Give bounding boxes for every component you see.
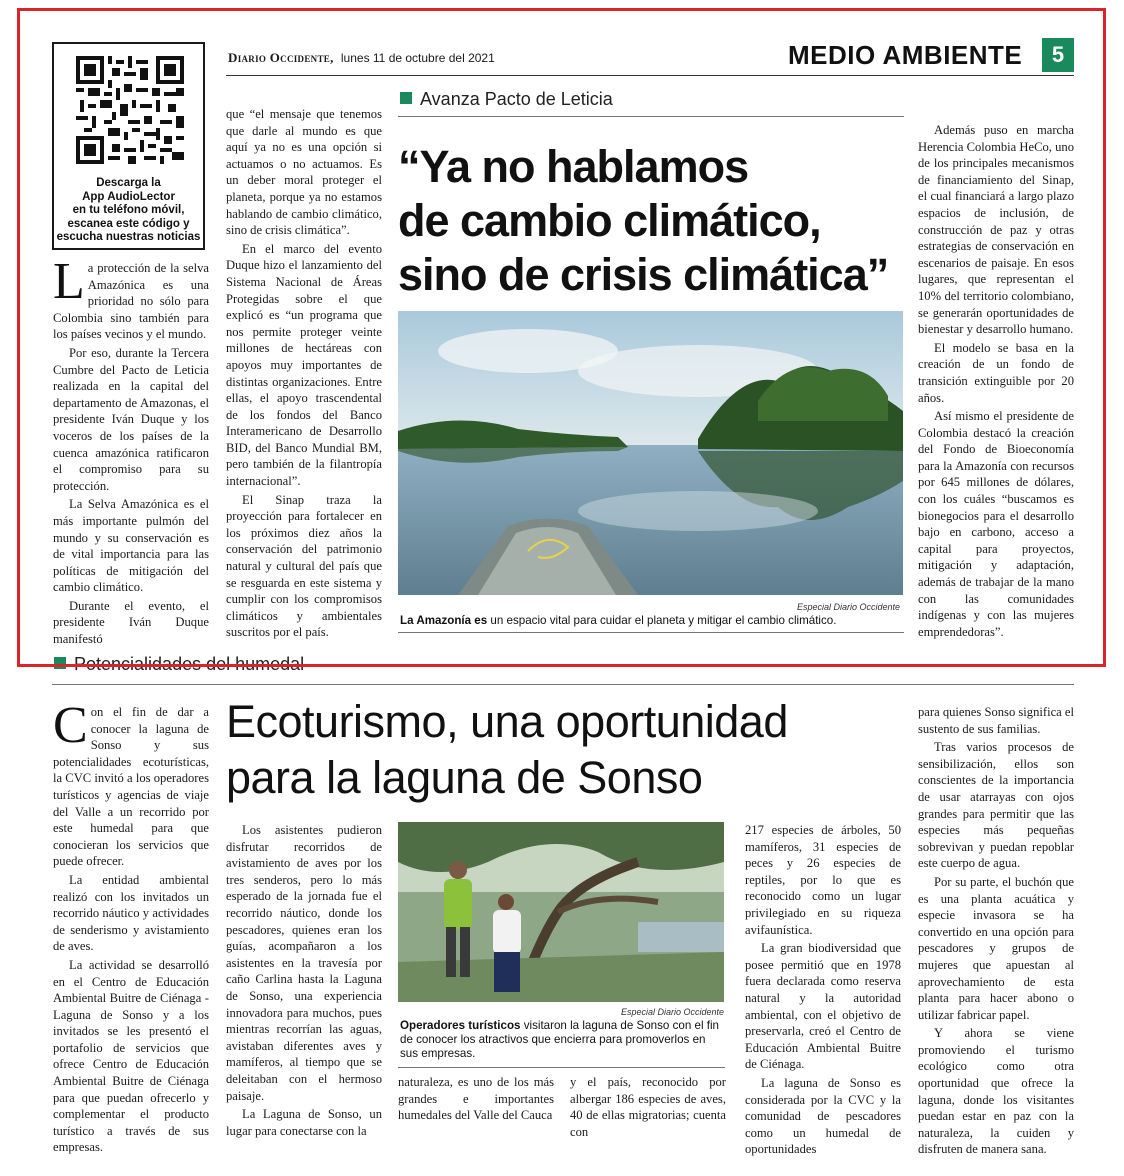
paragraph: 217 especies de árboles, 50 mamíferos, 31 especies de peces y 26 especies de reptiles, por lo que es reconocido como un lugar privilegiado en su riqueza avifaunística.	[745, 823, 901, 937]
amazon-river-image	[398, 311, 903, 595]
article2-kicker-text: Potencialidades del humedal	[74, 654, 305, 674]
article1-headline	[398, 140, 918, 302]
birdwatchers-photo	[398, 822, 724, 1002]
caption-lead: Operadores turísticos	[400, 1019, 521, 1032]
headline-line: para la laguna de Sonso	[226, 752, 703, 803]
caption-rule	[398, 632, 904, 633]
article2-kicker	[54, 654, 304, 675]
article1-photo-credit: Especial Diario Occidente	[796, 602, 900, 612]
paragraph: La gran biodiversidad que posee permitió que en 1978 fuera declarada como reserva natural y la autoridad ambiental, con el objetivo de preservarla, creó el Centro de Educación Ambiental Buitre de Ciénaga.	[745, 941, 901, 1072]
paragraph: El modelo se basa en la creación de un fondo de transición extinguible por 20 años.	[918, 340, 1074, 405]
amazon-river-photo	[398, 311, 903, 595]
paragraph: La Laguna de Sonso, un lugar para conectarse con la	[226, 1107, 382, 1138]
paragraph: La actividad se desarrolló en el Centro de Educación Ambiental Buitre de Ciénaga - Laguna de Sonso y a los invitados se les presentó el portafolio de servicios que ofrece Centro de Educación Ambiental Buitre de Ciénaga para que puedan ofrecerlo y complementar el producto turístico a través de sus empresas.	[53, 957, 209, 1155]
headline-line: sino de crisis climática”	[398, 249, 889, 300]
paragraph: que “el mensaje que tenemos que darle al mundo es que aquí ya no es una opción si actuamos o no actuamos. Es un deber moral proteger el planeta, porque ya no estamos hablando de cambio climático, sino de crisis climática”.	[226, 107, 382, 238]
article2-headline	[226, 694, 916, 806]
qr-promo-box[interactable]	[52, 42, 205, 250]
dropcap: L	[53, 253, 85, 310]
dropcap: C	[53, 697, 88, 754]
article2-column-6	[918, 704, 1074, 1160]
paragraph: La Selva Amazónica es el más importante pulmón del mundo y su conservación es de vital importancia para las políticas de mitigación del cambio climático.	[53, 497, 209, 595]
caption-lead: La Amazonía es	[400, 614, 488, 627]
qr-caption-line: en tu teléfono móvil,	[72, 204, 185, 216]
paragraph: Por eso, durante la Tercera Cumbre del Pacto de Leticia realizada en la capital del departamento de Amazonas, el presidente Iván Duque y los voceros de los países de la cuenca amazónica ratificaron el compromiso para su protección.	[53, 345, 209, 493]
qr-code-icon[interactable]	[76, 56, 184, 164]
green-square-icon	[400, 92, 412, 104]
article2-photo-credit: Especial Diario Occidente	[620, 1007, 724, 1017]
qr-caption-line: Descarga la	[96, 177, 161, 189]
qr-caption-line: escanea este código y	[67, 217, 190, 230]
caption-text: visitaron la laguna de Sonso con el fin de conocer los atractivos que encierra para promoverlos en sus empresas.	[400, 1019, 719, 1060]
headline-line: de cambio climático,	[398, 195, 821, 246]
article1-column-3	[918, 122, 1074, 642]
caption-text: un espacio vital para cuidar el planeta y mitigar el cambio climático.	[487, 614, 837, 627]
paragraph: naturaleza, es uno de los más grandes e importantes humedales del Valle del Cauca	[398, 1075, 554, 1123]
article1-photo-caption	[400, 614, 905, 628]
section-title: MEDIO AMBIENTE	[788, 40, 1023, 70]
article1-column-2	[226, 106, 382, 643]
paragraph: El Sinap traza la proyección para fortalecer en los próximos diez años la conservación del patrimonio natural y cultural del país que se resguarda en este sistema y cumplir con los compromisos climáticos y ambientales suscritos por el país.	[226, 492, 382, 640]
paragraph: Por su parte, el buchón que es una planta acuática y especie invasora se ha convertido en una opción para pescadores y grupos de mujeres que apuestan al aprovechamiento de esta planta para hacer abono o utilizar fabricar papel.	[918, 874, 1074, 1022]
qr-caption	[54, 177, 203, 245]
paragraph: on el fin de dar a conocer la laguna de Sonso y sus potencialidades ecoturísticas, la CVC invitó a los operadores turísticos y agencias de viaje del Valle a un recorrido por este humedal para que conocieran los servicios que puede ofrecer.	[53, 705, 209, 869]
paragraph: Los asistentes pudieron disfrutar recorridos de avistamiento de aves por los tres senderos, pero lo más esperado de la jornada fue el recorrido náutico, donde los pescadores, quienes eran los guías, acompañaron a los asistentes en la travesía por caño Carlina hasta la Laguna de Sonso, una experiencia innovadora para muchos, pues mientras recorrían las aguas, avistaban diferentes aves y mamíferos, al tiempo que se deleitaban con el hermoso paisaje.	[226, 823, 382, 1103]
issue-date: lunes 11 de octubre del 2021	[340, 51, 495, 65]
headline-line: Ecoturismo, una oportunidad	[226, 696, 788, 747]
paragraph: Y ahora se viene promoviendo el turismo ecológico como otra oportunidad que ofrece la laguna, donde los visitantes puedan estar en paz con la naturaleza, la cuiden y disfruten de manera sana.	[918, 1026, 1074, 1157]
paragraph: En el marco del evento Duque hizo el lanzamiento del Sistema Nacional de Áreas Protegidas sobre el que explicó es “un programa que nos permite proteger veinte millones de hectáreas con apoyos muy importantes de distintas organizaciones. Entre ellas, el apoyo trascendental de los fondos del Banco Interamericano de Desarrollo BID, del Banco Mundial BM, pero también de la filantropía internacional”.	[226, 241, 382, 489]
section2-rule	[52, 684, 1074, 685]
article2-column-2	[226, 822, 382, 1141]
article2-photo-caption	[400, 1019, 725, 1061]
article2-column-3	[398, 1074, 554, 1126]
qr-caption-line: escucha nuestras noticias	[56, 231, 201, 243]
article1-column-1	[53, 253, 209, 650]
paper-name: Diario Occidente,	[228, 50, 334, 65]
header-rule	[226, 75, 1074, 76]
article1-kicker	[400, 89, 613, 110]
paragraph: La entidad ambiental realizó con los invitados un recorrido náutico y actividades de senderismo y avistamiento de aves.	[53, 872, 209, 954]
kicker-rule	[398, 116, 904, 117]
green-square-icon	[54, 657, 66, 669]
paragraph: Tras varios procesos de sensibilización, ellos son conscientes de la importancia de usar atarrayas con ojos grandes para permitir que las especies más pequeñas sobrevivan y puedan repoblar este cuerpo de agua.	[918, 740, 1074, 871]
article2-column-5	[745, 822, 901, 1160]
caption-rule	[398, 1067, 725, 1068]
qr-caption-line: App AudioLector	[82, 190, 175, 203]
paragraph: y el país, reconocido por albergar 186 especies de aves, 40 de ellas migratorias; cuenta con	[570, 1075, 726, 1139]
paragraph: La laguna de Sonso es considerada por la CVC y la comunidad de pescadores como un humedal de oportunidades	[745, 1075, 901, 1157]
birdwatchers-image	[398, 822, 724, 1002]
paragraph: Durante el evento, el presidente Iván Duque manifestó	[53, 598, 209, 647]
paragraph: a protección de la selva Amazónica es una prioridad no sólo para Colombia sino también para los países vecinos y el mundo.	[53, 261, 209, 342]
paragraph: Así mismo el presidente de Colombia destacó la creación del Fondo de Bioeconomía para la Amazonía con recursos por 645 millones de dólares, con los cuáles “buscamos es bionegocios para el desarrollo bajo en carbono, acceso a capital para proyectos, mitigación y adaptación, además de trabajar de la mano con las comunidades indígenas y con las mujeres emprendedoras”.	[918, 409, 1074, 639]
paragraph: para quienes Sonso significa el sustento de sus familias.	[918, 705, 1074, 736]
article2-column-1	[53, 697, 209, 1158]
article2-column-4	[570, 1074, 726, 1142]
page-number-badge: 5	[1042, 38, 1074, 72]
paragraph: Además puso en marcha Herencia Colombia HeCo, uno de los principales mecanismos de financiamiento del Sinap, el cual financiará a largo plazo espacios de inclusión, de construcción de paz y otras estrategias de conservación en escenarios de paisaje. En esos lugares, que representan el 10% del territorio colombiano, se generarán oportunidades de bienestar y desarrollo humano.	[918, 123, 1074, 337]
headline-line: “Ya no hablamos	[398, 141, 749, 192]
masthead	[228, 50, 495, 66]
article1-kicker-text: Avanza Pacto de Leticia	[420, 89, 613, 109]
